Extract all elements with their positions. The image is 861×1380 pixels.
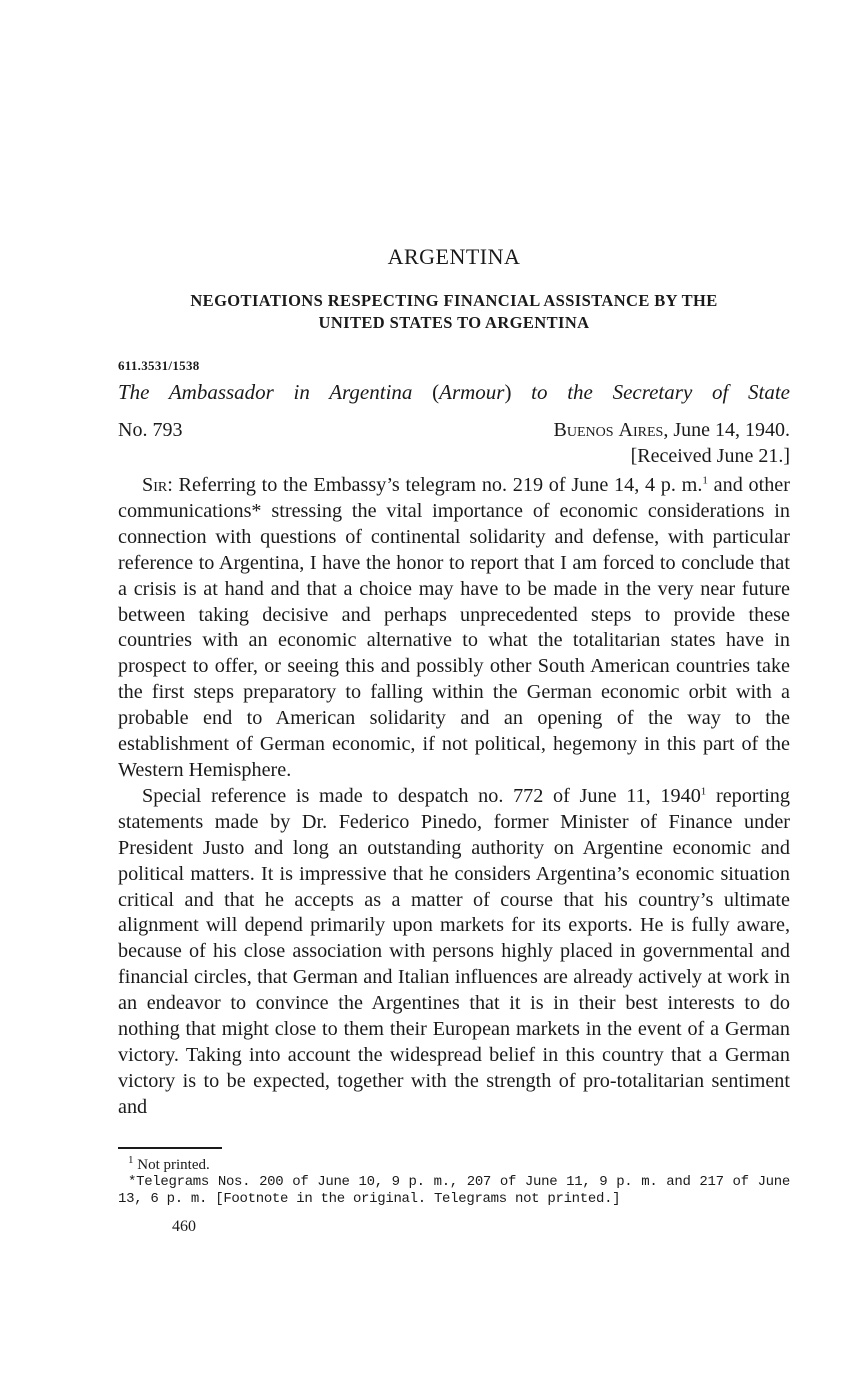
page-number: 460 xyxy=(172,1217,196,1235)
paragraph-1: Sir: Referring to the Embassy’s telegram no. 219 of June 14, 4 p. m.$^1$ and other communications* stressing the vital importance of economic considerations in connection with questions of continental solidarity and defense, with particular reference to Argentina, I have the honor to report that I am forced to conclude that a crisis is at hand and that a choice may have to be made in the very near future between taking decisive and perhaps unprecedented steps to provide these countries with an economic alternative to what the totalitarian states have in prospect to offer, or seeing this and possibly other South American countries take the first steps preparatory to falling within the German economic orbit with a probable end to American solidarity and an opening of the way to the establishment of German economic, if not political, hegemony in this part of the Western Hemisphere. xyxy=(118,474,790,781)
subject-line-1: NEGOTIATIONS RESPECTING FINANCIAL ASSISTANCE BY THE xyxy=(190,291,718,310)
place-and-date: Buenos Aires, June 14, 1940. xyxy=(553,419,790,441)
footnote-divider xyxy=(118,1147,222,1149)
file-number: 611.3531/1538 xyxy=(118,358,200,373)
dispatch-number: No. 793 xyxy=(118,419,183,441)
footnote-ref: 1 xyxy=(702,474,708,487)
paragraph-2: Special reference is made to despatch no. 772 of June 11, 1940$^1$ reporting statements made by Dr. Federico Pinedo, former Minister of Finance under President Justo and long an outstanding authority on Argentine economic and political matters. It is impressive that he considers Argentina’s economic situation critical and that he accepts as a matter of course that his country’s ultimate alignment will depend primarily upon markets for its exports. He is fully aware, because of his close association with persons highly placed in governmental and financial circles, that German and Italian influences are already actively at work in an endeavor to convince the Argentines that it is in their best interests to do nothing that might close to them their European markets in the event of a German victory. Taking into account the widespread belief in this country that a German victory is to be expected, together with the strength of pro-totalitarian sentiment and xyxy=(118,784,790,1118)
footnote-2: *Telegrams Nos. 200 of June 10, 9 p. m., 207 of June 11, 9 p. m. and 217 of June 13, 6 p. m. [Footnote in the original. Telegrams not printed.] xyxy=(118,1173,790,1207)
sender-name: Armour xyxy=(439,380,505,404)
subject-line-2: UNITED STATES TO ARGENTINA xyxy=(318,313,590,332)
footnote-1: $^1$ Not printed. xyxy=(128,1153,210,1173)
dateline xyxy=(118,419,790,445)
country-title: ARGENTINA xyxy=(387,244,521,269)
footnotes xyxy=(118,1153,790,1208)
received-date: [Received June 21.] xyxy=(630,445,790,467)
document-heading: The Ambassador in Argentina (Armour) to the Secretary of State xyxy=(118,380,790,404)
document-page xyxy=(118,240,790,1236)
footnote-ref: 1 xyxy=(700,785,707,798)
subject-heading xyxy=(118,290,790,334)
letter-body xyxy=(118,473,790,1121)
